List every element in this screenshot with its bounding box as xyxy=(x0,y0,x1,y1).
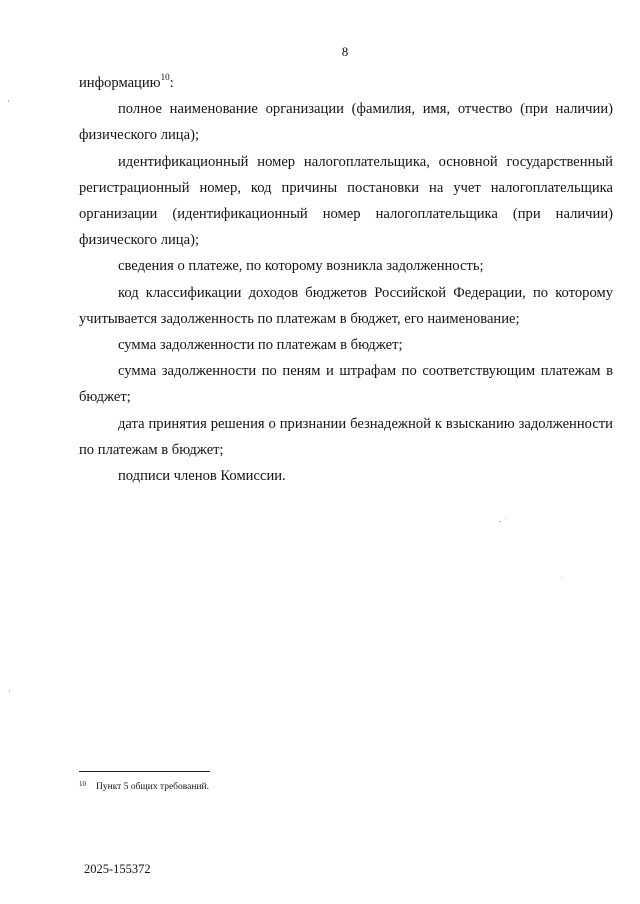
paragraph-payment-info: сведения о платеже, по которому возникла задолженность; xyxy=(118,258,484,275)
page-number: 8 xyxy=(341,44,349,59)
paragraph-organization-name: полное наименование организации (фамилия, имя, отчество (при наличии) физического лица); xyxy=(79,101,613,144)
paragraph-penalties-amount: сумма задолженности по пеням и штрафам по соответствующим платежам в бюджет; xyxy=(79,363,613,406)
paragraph-signatures: подписи членов Комиссии. xyxy=(118,468,286,485)
document-code: 2025-155372 xyxy=(84,862,151,876)
scan-speck xyxy=(9,690,10,692)
paragraph-debt-amount: сумма задолженности по платежам в бюджет; xyxy=(118,337,403,354)
body-text xyxy=(79,70,613,489)
paragraph-tax-ids: идентификационный номер налогоплательщика, основной государственный регистрационный номер, код причины постановки на учет налогоплательщика организации (идентификационный номер налогоплательщика (при наличии) физического лица); xyxy=(79,153,613,249)
scan-speck xyxy=(561,577,562,578)
footnote-mark: 10 xyxy=(79,780,86,788)
intro-suffix: : xyxy=(169,75,174,91)
scan-speck xyxy=(505,518,506,519)
intro-line xyxy=(79,70,613,96)
scan-speck xyxy=(499,521,501,522)
footnote-text: Пункт 5 общих требований. xyxy=(96,782,209,792)
footnote-divider xyxy=(79,771,210,772)
footnote-reference: 10 xyxy=(160,72,170,82)
scan-speck xyxy=(8,100,9,102)
paragraph-revenue-code: код классификации доходов бюджетов Российской Федерации, по которому учитывается задолженность по платежам в бюджет, его наименование; xyxy=(79,284,613,327)
intro-word: информацию xyxy=(79,75,161,91)
paragraph-decision-date: дата принятия решения о признании безнадежной к взысканию задолженности по платежам в бюджет; xyxy=(79,415,613,458)
footnote xyxy=(79,778,599,793)
